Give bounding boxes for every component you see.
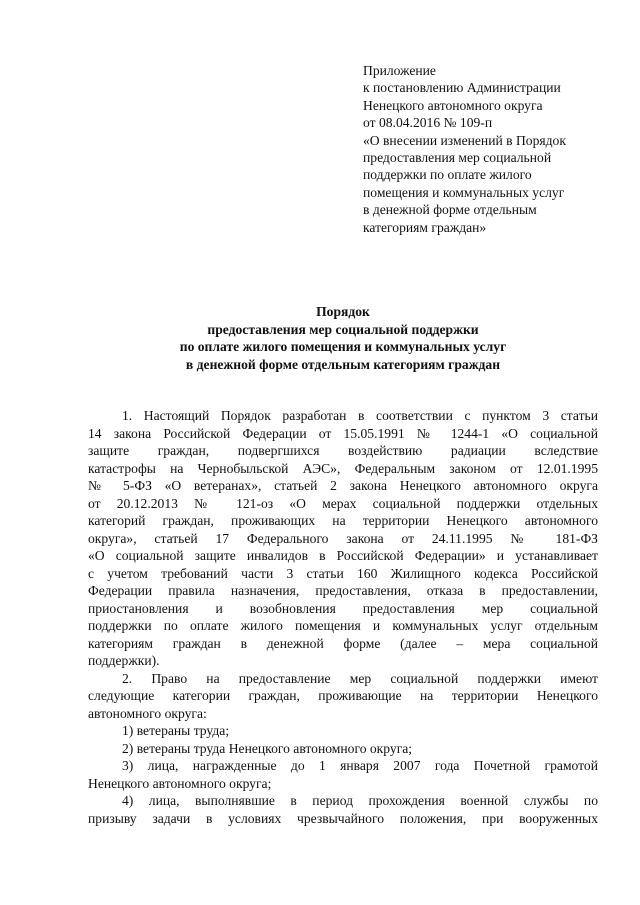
annex-line: в денежной форме отдельным [363,202,537,218]
title-line: Порядок [316,304,370,319]
body-line: следующие категории граждан, проживающие на территории Ненецкого [88,688,598,703]
annex-line: от 08.04.2016 № 109-п [363,115,493,131]
body-line: поддержки). [88,653,160,668]
title-line: предоставления мер социальной поддержки [207,321,479,337]
body-line: округа», статьей 17 Федерального закона от 24.11.1995 № 181-ФЗ [88,530,598,546]
list-item: 4) лица, выполнявшие в период прохождения военной службы по [122,793,598,808]
annex-line: Приложение [363,63,436,78]
body-line: Ненецкого автономного округа; [88,775,272,791]
body-line: категориям граждан в денежной форме (далее – мера социальной [88,635,598,651]
body-line: № 5-ФЗ «О ветеранах», статьей 2 закона Ненецкого автономного округа [88,478,598,493]
body-line: с учетом требований части 3 статьи 160 Жилищного кодекса Российской [88,565,598,581]
title-line: в денежной форме отдельным категориям граждан [185,356,501,372]
body-line: автономного округа: [88,705,207,721]
annex-line: к постановлению Администрации [363,80,561,96]
annex-line: Ненецкого автономного округа [363,97,543,113]
annex-line: поддержки по оплате жилого [363,167,532,183]
body-line: поддержки по оплате жилого помещения и коммунальных услуг отдельным [88,618,598,633]
body-line: 1. Настоящий Порядок разработан в соответствии с пунктом 3 статьи [122,408,598,423]
document-title [88,303,598,373]
body-line: категорий граждан, проживающих на территории Ненецкого автономного [88,513,598,528]
body-line: 2. Право на предоставление мер социальной поддержки имеют [122,670,598,686]
body-line: защите граждан, подвергшихся воздействию радиации вследствие [88,443,598,458]
body-line: Федерации правила назначения, предоставления, отказа в предоставлении, [88,583,598,598]
annex-line: предоставления мер социальной [363,150,552,166]
body-line: призыву задачи в условиях чрезвычайного положения, при вооруженных [88,810,598,826]
body-line: от 20.12.2013 № 121-оз «О мерах социальной поддержки отдельных [88,495,598,511]
document-body [88,407,598,827]
list-item: 3) лица, награжденные до 1 января 2007 года Почетной грамотой [122,758,598,773]
body-line: «О социальной защите инвалидов в Российской Федерации» и устанавливает [88,548,598,563]
body-line: катастрофы на Чернобыльской АЭС», Федеральным законом от 12.01.1995 [88,460,598,476]
annex-line: «О внесении изменений в Порядок [363,132,566,148]
annex-line: помещения и коммунальных услуг [363,184,565,200]
list-item: 1) ветераны труда; [122,723,230,738]
body-line: 14 закона Российской Федерации от 15.05.1991 № 1244-1 «О социальной [88,425,598,441]
annex-block [363,62,603,236]
body-line: приостановления и возобновления предоставления мер социальной [88,600,598,616]
list-item: 2) ветераны труда Ненецкого автономного округа; [122,740,413,756]
title-line: по оплате жилого помещения и коммунальных услуг [179,339,507,355]
annex-line: категориям граждан» [363,219,487,235]
